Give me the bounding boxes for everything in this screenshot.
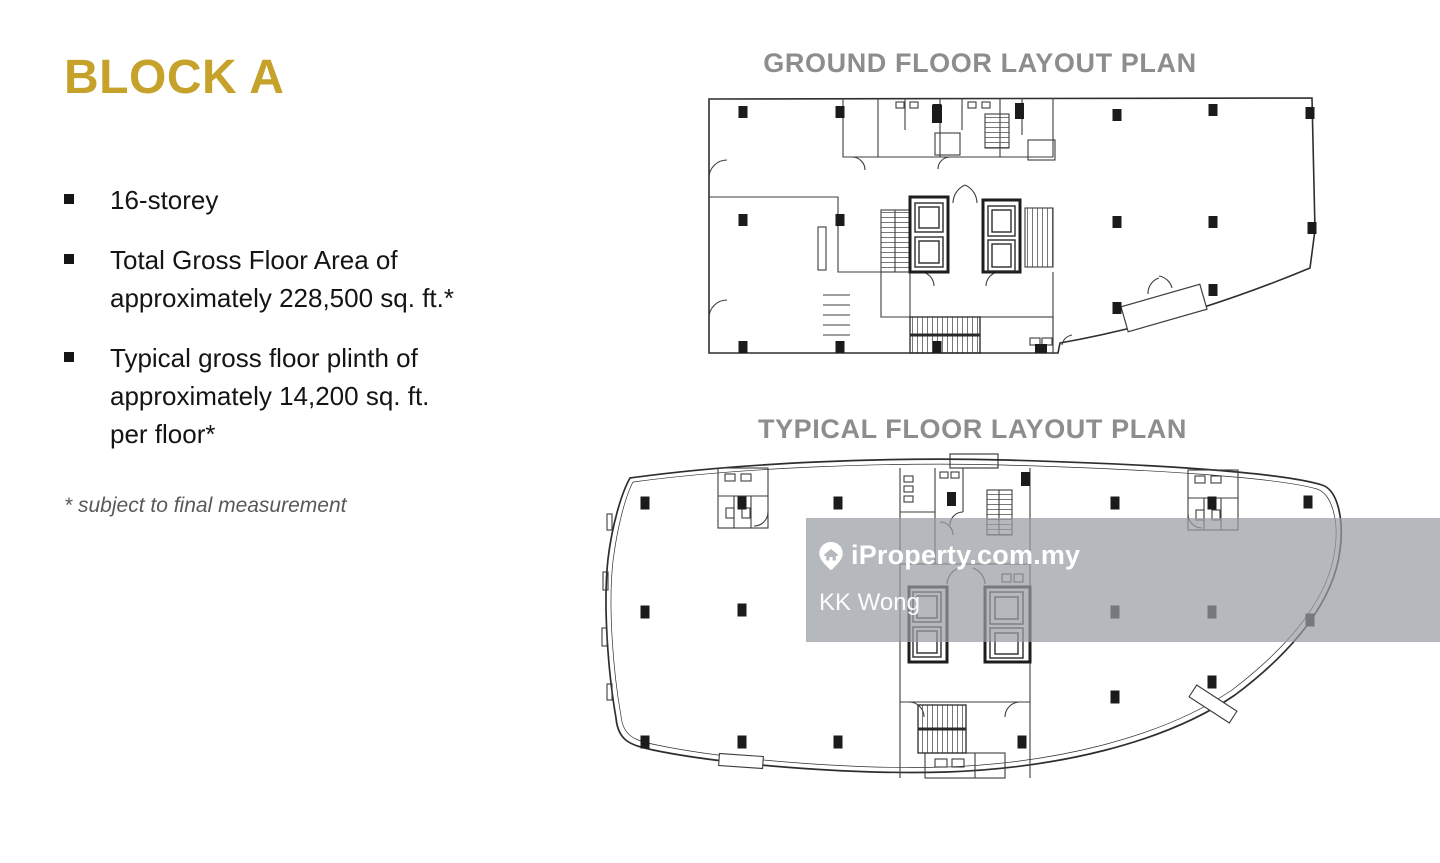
typical-plan-title: TYPICAL FLOOR LAYOUT PLAN xyxy=(757,414,1188,444)
watermark-overlay xyxy=(806,518,1440,642)
ground-plan-title: GROUND FLOOR LAYOUT PLAN xyxy=(763,48,1197,78)
location-pin-house-icon xyxy=(818,541,844,571)
bullet-line: per floor* xyxy=(110,419,216,449)
bullet-line: Total Gross Floor Area of xyxy=(110,245,398,275)
bullet-line: 16-storey xyxy=(110,185,219,215)
bullet-line: Typical gross floor plinth of xyxy=(110,343,418,373)
bullet-item xyxy=(64,181,534,219)
watermark-brand: iProperty.com.my xyxy=(851,540,1081,570)
bullet-line: approximately 14,200 sq. ft. xyxy=(110,381,430,411)
footnote: * subject to final measurement xyxy=(64,494,347,517)
bullet-square-icon xyxy=(64,194,74,204)
bullet-list xyxy=(64,181,534,475)
watermark-agent: KK Wong xyxy=(819,589,920,616)
bullet-square-icon xyxy=(64,352,74,362)
bullet-item xyxy=(64,241,534,317)
brand-row xyxy=(818,540,1080,571)
ground-floor-plan-drawing xyxy=(700,90,1340,380)
page-title: BLOCK A xyxy=(64,51,285,104)
bullet-square-icon xyxy=(64,254,74,264)
bullet-line: approximately 228,500 sq. ft.* xyxy=(110,283,454,313)
bullet-item xyxy=(64,339,534,453)
